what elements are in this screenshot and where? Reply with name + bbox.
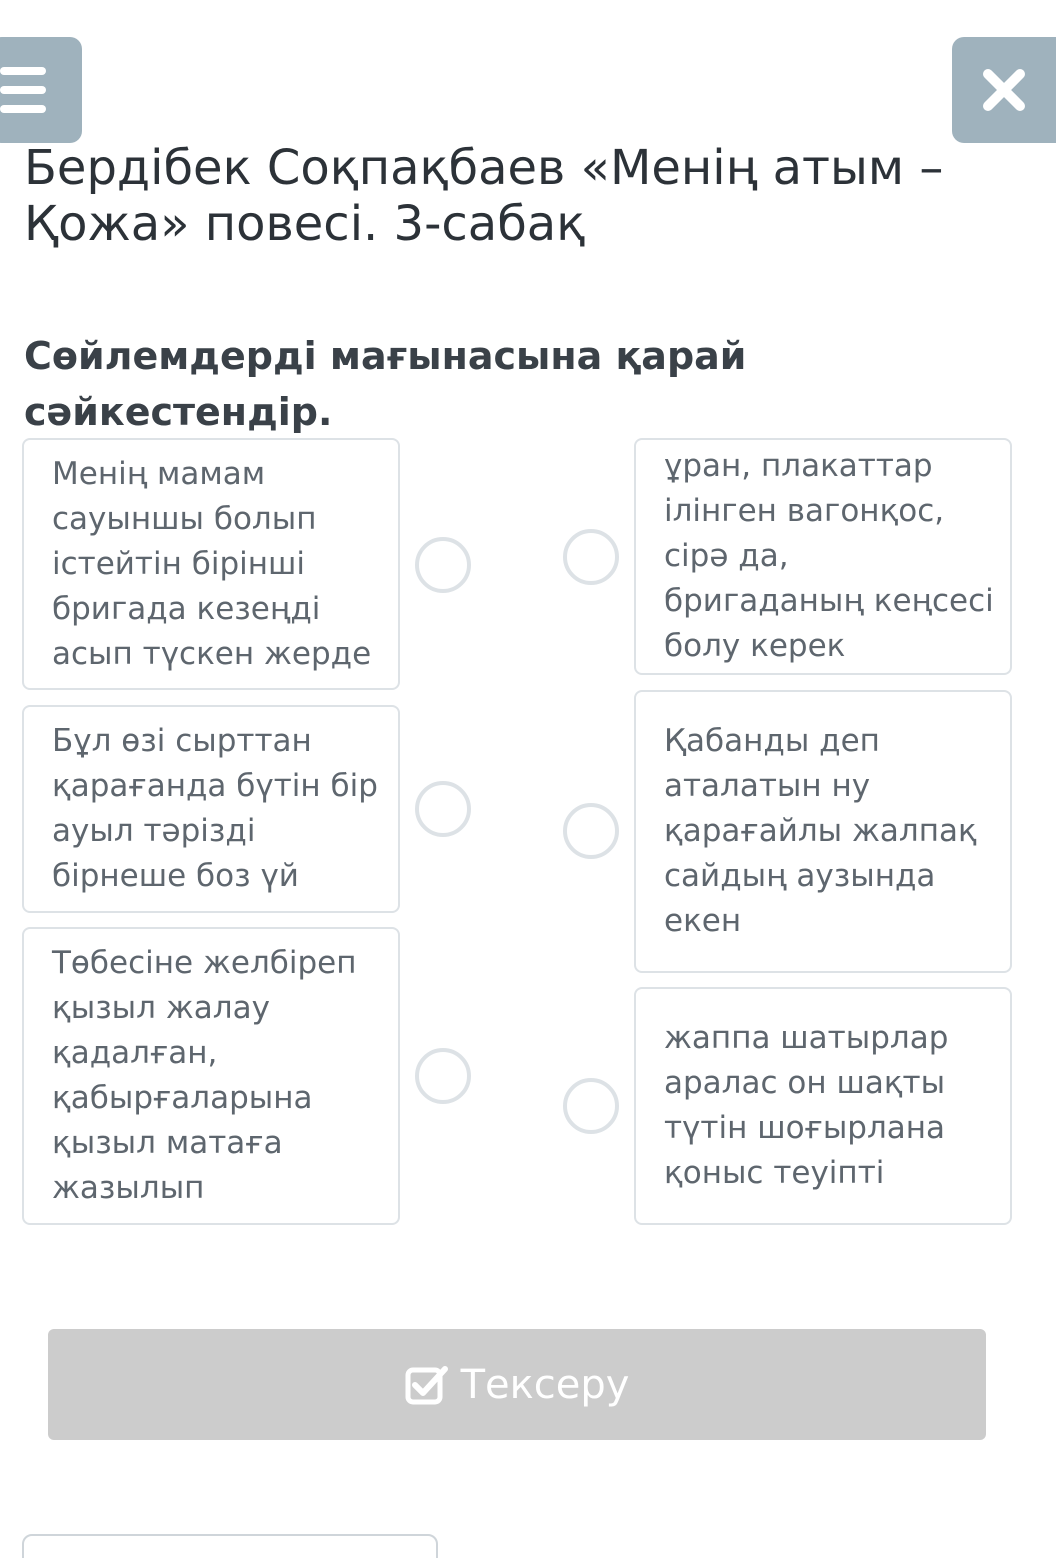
right-item-text: ұран, плакаттар ілінген вагонқос, сірә да, бригаданың кеңсесі болу керек xyxy=(664,448,994,664)
left-connector-1[interactable] xyxy=(415,537,471,593)
left-item-text: Менің мамам сауыншы болып істейтін бірінші бригада кезеңді асып түскен жерде xyxy=(52,455,372,672)
checkbox-check-icon xyxy=(405,1365,449,1405)
right-item-text: жаппа шатырлар аралас он шақты түтін шоғырлана қоныс теуіпті xyxy=(664,1020,949,1191)
left-item-text: Бұл өзі сырттан қарағанда бүтін бір ауыл тәрізді бірнеше боз үй xyxy=(52,723,378,894)
check-button-label: Тексеру xyxy=(460,1361,630,1408)
left-item-text: Төбесіне желбіреп қызыл жалау қадалған, қабырғаларына қызыл матаға жазылып xyxy=(52,945,357,1206)
right-connector-2[interactable] xyxy=(563,803,619,859)
right-item-2[interactable] xyxy=(634,690,1012,973)
left-item-1[interactable] xyxy=(22,438,400,690)
next-panel xyxy=(22,1534,438,1558)
right-item-3[interactable] xyxy=(634,987,1012,1225)
left-item-3[interactable] xyxy=(22,927,400,1225)
check-button[interactable] xyxy=(48,1329,986,1440)
lesson-title: Бердібек Соқпақбаев «Менің атым – Қожа» повесі. 3-сабақ xyxy=(24,140,944,252)
close-button[interactable] xyxy=(952,37,1056,143)
right-connector-1[interactable] xyxy=(563,529,619,585)
left-connector-2[interactable] xyxy=(415,781,471,837)
task-question: Сөйлемдерді мағынасына қарай сәйкестендір. xyxy=(24,334,747,434)
right-item-1[interactable] xyxy=(634,438,1012,675)
right-item-text: Қабанды деп аталатын ну қарағайлы жалпақ сайдың аузында екен xyxy=(664,723,977,939)
menu-button[interactable] xyxy=(0,37,82,143)
right-connector-3[interactable] xyxy=(563,1078,619,1134)
left-connector-3[interactable] xyxy=(415,1048,471,1104)
left-item-2[interactable] xyxy=(22,705,400,913)
close-icon xyxy=(982,68,1026,112)
